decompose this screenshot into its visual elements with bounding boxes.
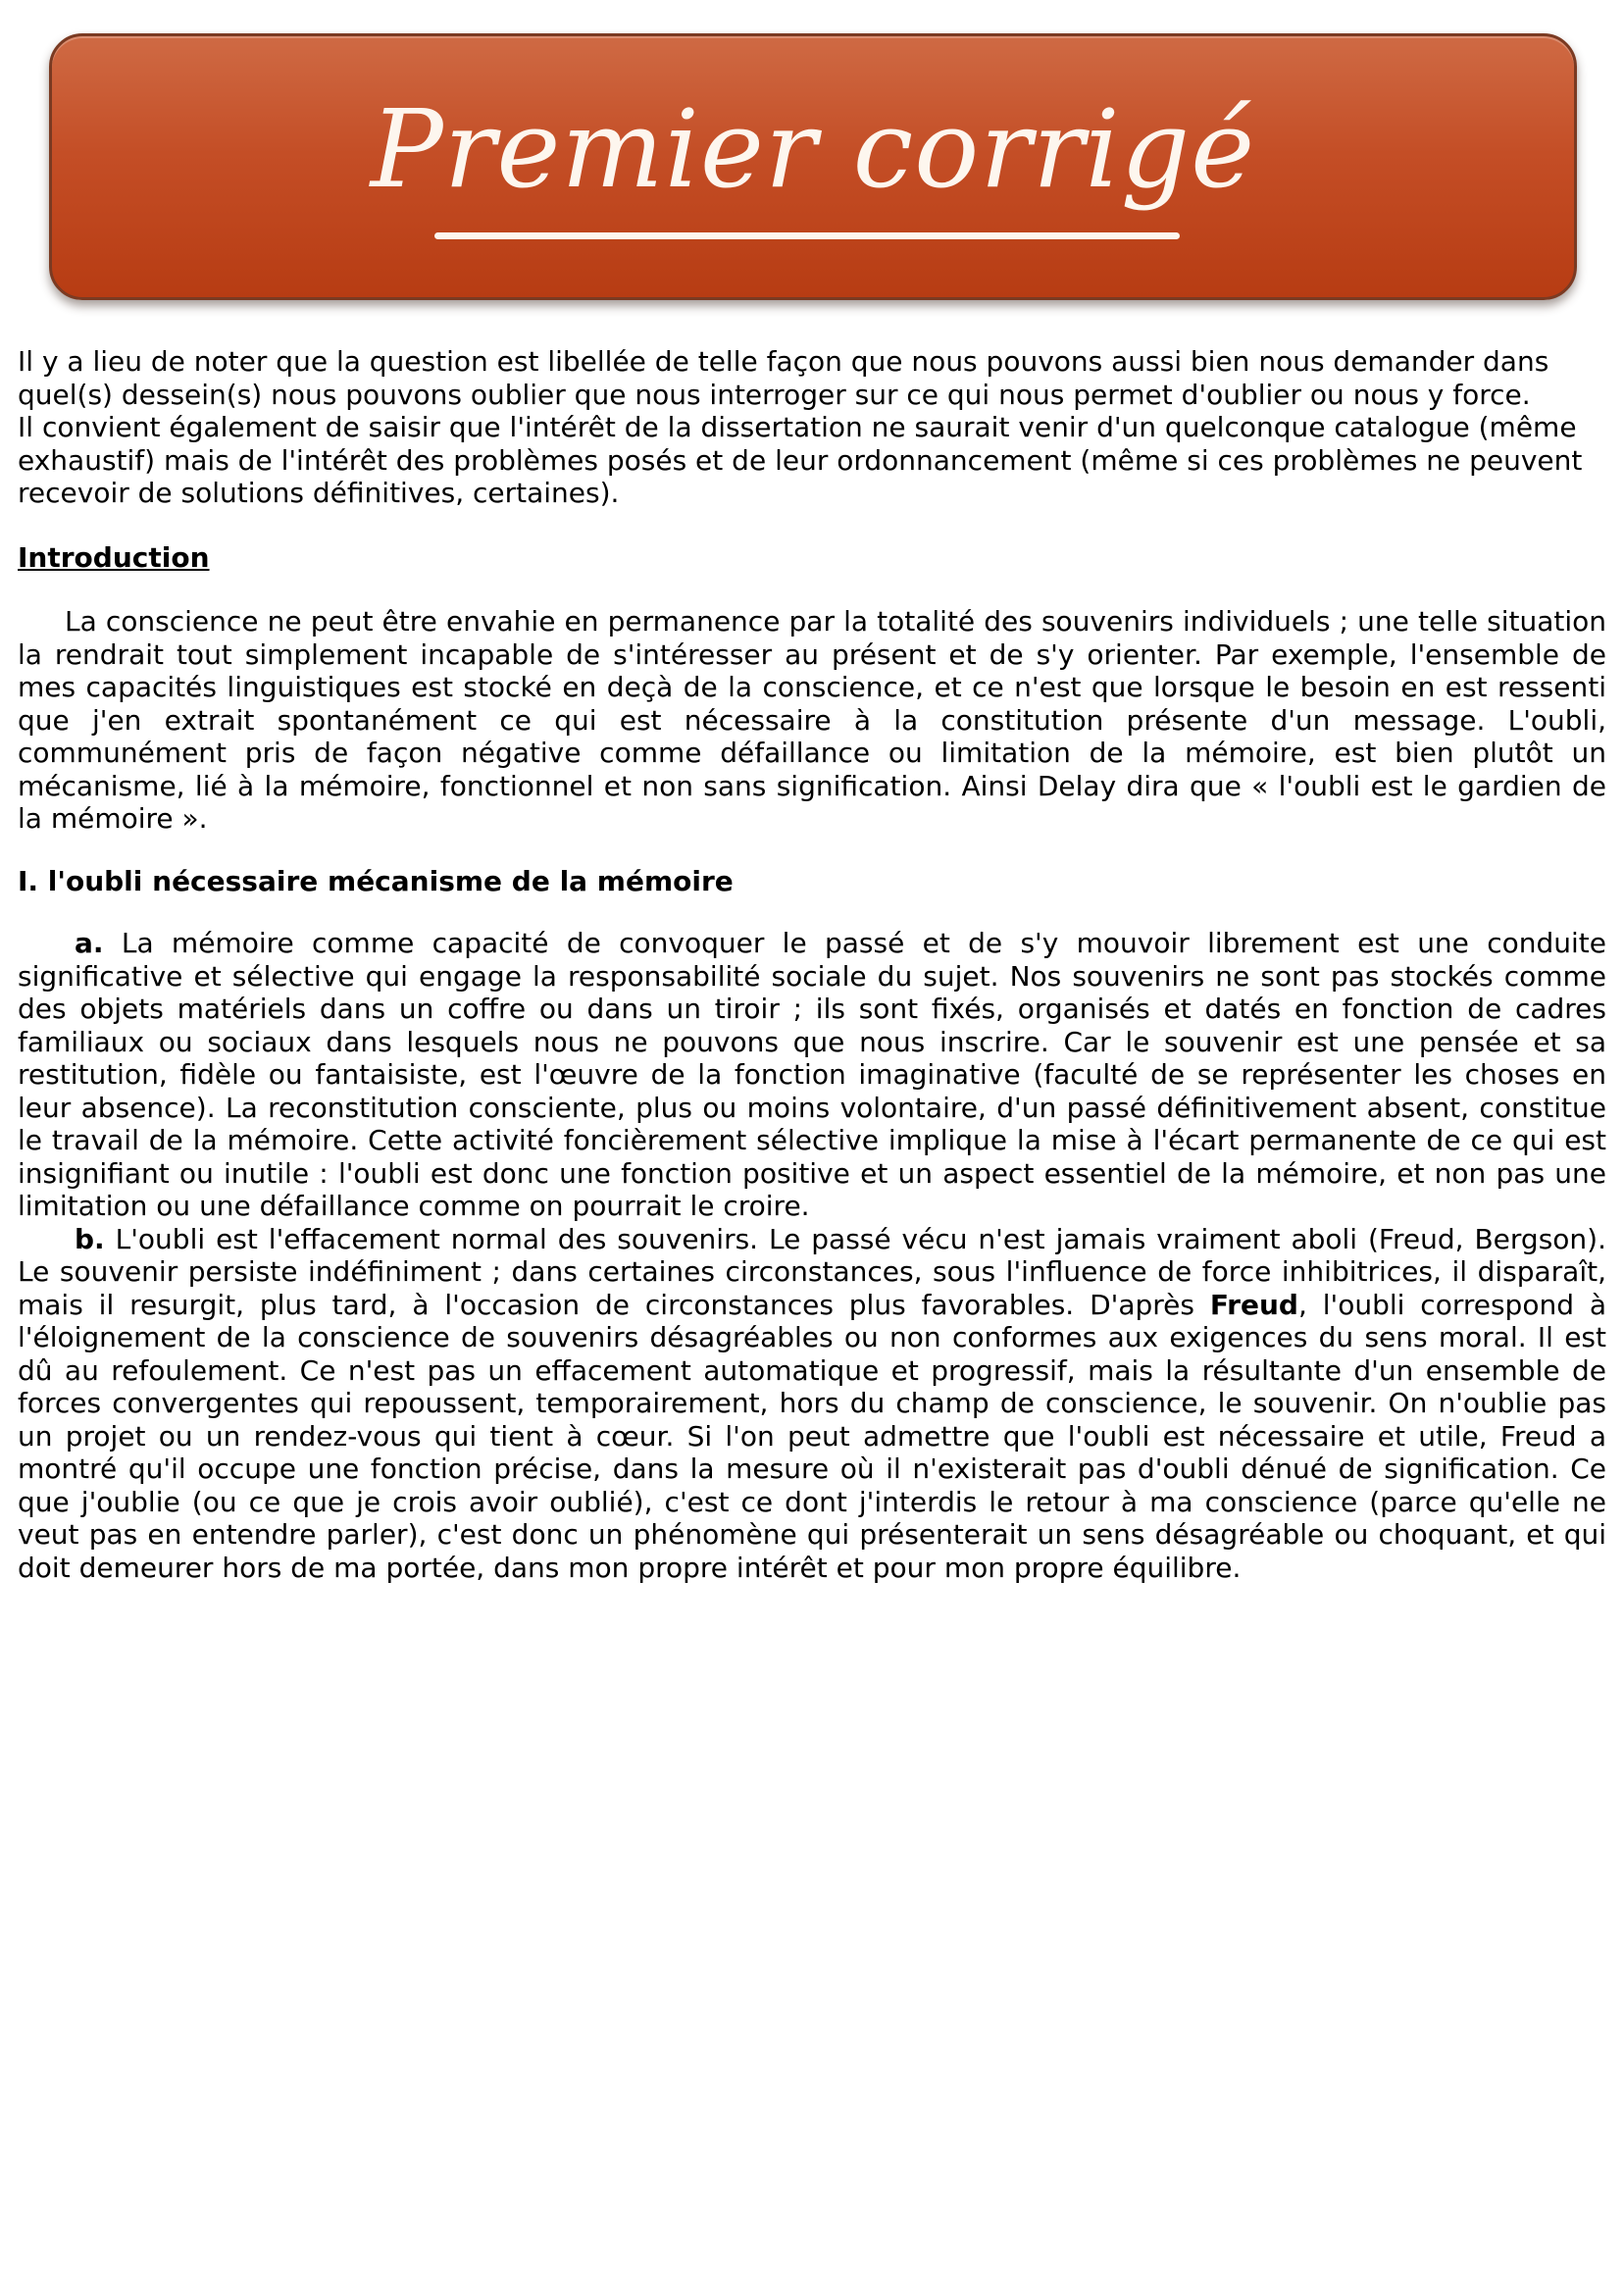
section-heading-part-1: I. l'oubli nécessaire mécanisme de la mémoire — [18, 864, 734, 897]
document-body — [18, 345, 1606, 1584]
subsection-b-label: b. — [75, 1222, 105, 1255]
subsection-b-text-end: , l'oubli correspond à l'éloignement de la conscience de souvenirs désagréables ou non conformes aux exigences du sens moral. Il est dû au refoulement. Ce n'est pas un effacement automatique et progressif, mais la résultante d'un ensemble de forces convergentes qui repoussent, temporairement, hors du champ de conscience, le souvenir. On n'oublie pas un projet ou un rendez-vous qui tient à cœur. Si l'on peut admettre que l'oubli est nécessaire et utile, Freud a montré qu'il occupe une fonction précise, dans la mesure où il n'existerait pas d'oubli dénué de signification. Ce que j'oublie (ou ce que je crois avoir oublié), c'est ce dont j'interdis le retour à ma conscience (parce qu'elle ne veut pas en entendre parler), c'est donc un phénomène qui présenterait un sens désagréable ou choquant, et qui doit demeurer hors de ma portée, dans mon propre intérêt et pour mon propre équilibre. — [18, 1288, 1606, 1584]
subsection-a-label: a. — [75, 927, 104, 959]
introduction-paragraph: La conscience ne peut être envahie en permanence par la totalité des souvenirs individuels ; une telle situation la rendrait tout simplement incapable de s'intéresser au présent et de s'y orienter. Par exemple, l'ensemble de mes capacités linguistiques est stocké en deçà de la conscience, et ce n'est que lorsque le besoin en est ressenti que j'en extrait spontanément ce qui est nécessaire à la constitution présente d'un message. L'oubli, communément pris de façon négative comme défaillance ou limitation de la mémoire, est bien plutôt un mécanisme, lié à la mémoire, fonctionnel et non sans signification. Ainsi Delay dira que « l'oubli est le gardien de la mémoire ». — [18, 605, 1606, 835]
preface-paragraph-1: Il y a lieu de noter que la question est libellée de telle façon que nous pouvons aussi bien nous demander dans quel(s) dessein(s) nous pouvons oublier que nous interroger sur ce qui nous permet d'oublier ou nous y force. — [18, 345, 1549, 411]
introduction-heading: Introduction — [18, 540, 210, 574]
freud-bold: Freud — [1209, 1288, 1298, 1321]
banner-title: Premier corrigé — [370, 86, 1256, 212]
preface-paragraph-2: Il convient également de saisir que l'intérêt de la dissertation ne saurait venir d'un quelconque catalogue (même exhaustif) mais de l'intérêt des problèmes posés et de leur ordonnancement (même si ces problèmes ne peuvent recevoir de solutions définitives, certaines). — [18, 411, 1583, 509]
subsection-a-text: La mémoire comme capacité de convoquer le passé et de s'y mouvoir librement est une conduite significative et sélective qui engage la responsabilité sociale du sujet. Nos souvenirs ne sont pas stockés comme des objets matériels dans un coffre ou dans un tiroir ; ils sont fixés, organisés et datés en fonction de cadres familiaux ou sociaux dans lesquels nous ne pouvons que nous inscrire. Car le souvenir est une pensée et sa restitution, fidèle ou fantaisiste, est l'œuvre de la fonction imaginative (faculté de se représenter les choses en leur absence). La reconstitution consciente, plus ou moins volontaire, d'un passé définitivement absent, constitue le travail de la mémoire. Cette activité foncièrement sélective implique la mise à l'écart permanente de ce qui est insignifiant ou inutile : l'oubli est donc une fonction positive et un aspect essentiel de la mémoire, et non pas une limitation ou une défaillance comme on pourrait le croire. — [18, 927, 1606, 1222]
banner-box — [49, 33, 1577, 300]
banner-underline — [434, 232, 1180, 239]
title-banner — [49, 33, 1577, 300]
subsection-b-paragraph — [18, 1223, 1606, 1585]
subsection-a-paragraph — [18, 927, 1606, 1223]
subsection-b-text-start: L'oubli est l'effacement normal des souvenirs. Le passé vécu n'est jamais vraiment aboli (Freud, Bergson). Le souvenir persiste indéfiniment ; dans certaines circonstances, sous l'influence de force inhibitrices, il disparaît, mais il resurgit, plus tard, à l'occasion de circonstances plus favorables. D'après — [18, 1222, 1606, 1321]
